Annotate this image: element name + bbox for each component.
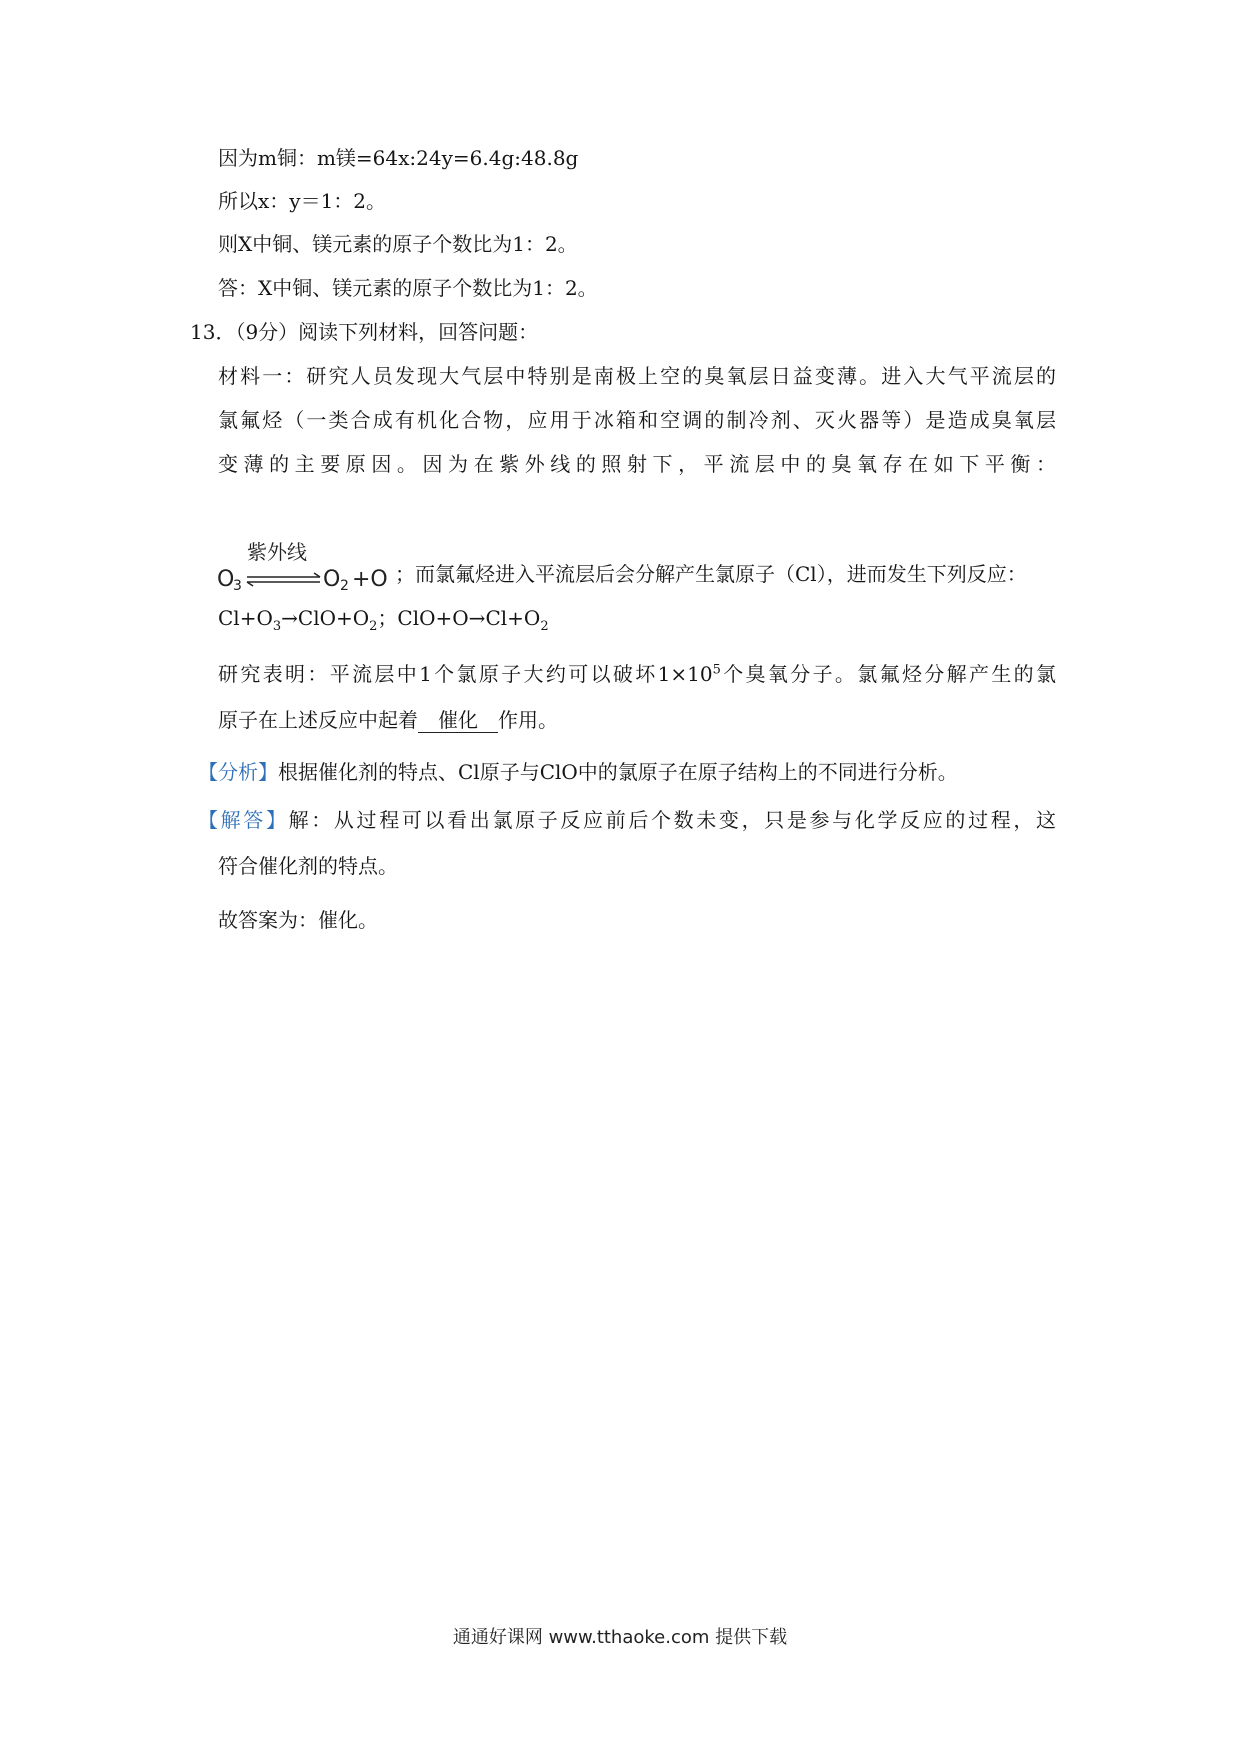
material-line-4: ；而氯氟烃进入平流层后会分解产生氯原子（Cl），进而发生下列反应： bbox=[395, 562, 1027, 586]
research-text-b: 个臭氧分子。氯氟烃分解产生的氯 bbox=[720, 662, 1057, 686]
research-text-a: 研究表明：平流层中1个氯原子大约可以破坏1×10 bbox=[218, 662, 713, 686]
research-text-c: 原子在上述反应中起着 bbox=[218, 708, 418, 732]
uv-condition-label: 紫外线 bbox=[247, 540, 307, 564]
solution-line-mass-ratio: 因为m铜：m镁=64x:24y=6.4g:48.8g bbox=[218, 146, 579, 170]
research-text-d: 作用。 bbox=[498, 708, 558, 732]
page-footer: 通通好课网 www.tthaoke.com 提供下载 bbox=[452, 1627, 788, 1648]
reaction-sub-1: 3 bbox=[272, 619, 282, 634]
reaction-part-1: Cl+O bbox=[218, 606, 273, 630]
analysis-line bbox=[198, 758, 958, 786]
solution-tag: 【解答】 bbox=[198, 808, 289, 832]
solution-line-answer: 答：X中铜、镁元素的原子个数比为1：2。 bbox=[218, 276, 598, 300]
material-line-3: 变薄的主要原因。因为在紫外线的照射下，平流层中的臭氧存在如下平衡： bbox=[218, 452, 1056, 476]
reaction-part-3: ；ClO+O→Cl+O bbox=[377, 606, 541, 630]
reaction-sub-2: 2 bbox=[369, 619, 378, 634]
research-line-1 bbox=[218, 660, 1056, 688]
equation-o3-subscript: 3 bbox=[233, 578, 242, 594]
reaction-equations bbox=[218, 604, 549, 632]
solution-line-xy-ratio: 所以x：y＝1：2。 bbox=[218, 189, 387, 213]
reaction-part-2: →ClO+O bbox=[281, 606, 370, 630]
answer-blank: 催化 bbox=[418, 708, 498, 733]
equation-o3: O bbox=[217, 567, 235, 592]
equation-o2-subscript: 2 bbox=[340, 578, 349, 594]
material-line-1: 材料一：研究人员发现大气层中特别是南极上空的臭氧层日益变薄。进入大气平流层的 bbox=[218, 364, 1056, 388]
solution-line-atom-ratio: 则X中铜、镁元素的原子个数比为1：2。 bbox=[218, 232, 578, 256]
solution-text-1: 解：从过程可以看出氯原子反应前后个数未变，只是参与化学反应的过程，这 bbox=[288, 808, 1057, 832]
equation-plus-o: +O bbox=[352, 567, 388, 592]
solution-line-1 bbox=[198, 806, 1056, 834]
solution-line-2: 符合催化剂的特点。 bbox=[218, 854, 398, 878]
equation-o2: O bbox=[323, 567, 341, 592]
material-line-2: 氯氟烃（一类合成有机化合物，应用于冰箱和空调的制冷剂、灭火器等）是造成臭氧层 bbox=[218, 408, 1056, 432]
research-line-2 bbox=[218, 706, 558, 734]
ozone-equilibrium-equation bbox=[217, 540, 395, 598]
final-answer: 故答案为：催化。 bbox=[218, 908, 378, 932]
analysis-text: 根据催化剂的特点、Cl原子与ClO中的氯原子在原子结构上的不同进行分析。 bbox=[278, 760, 958, 784]
question-13-title: 13．（9分）阅读下列材料，回答问题： bbox=[190, 320, 539, 344]
analysis-tag: 【分析】 bbox=[198, 760, 278, 784]
research-exponent: 5 bbox=[712, 662, 721, 678]
reaction-sub-3: 2 bbox=[540, 619, 549, 634]
